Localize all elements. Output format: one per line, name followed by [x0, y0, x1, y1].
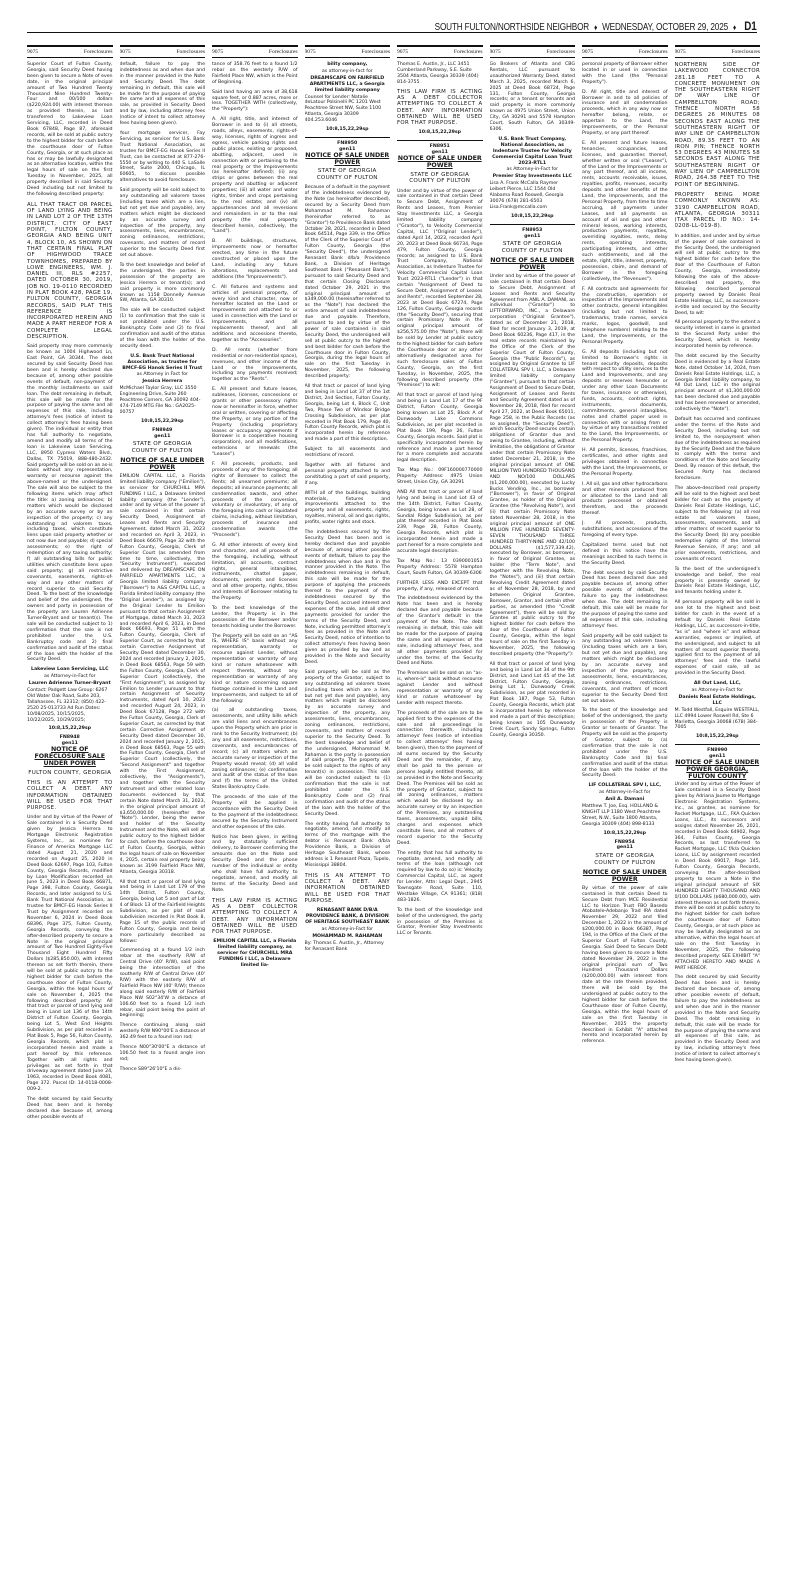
notice-paragraph: To the best of the knowledge and belief of the undersigned, the party in possession of the Property is Grantor or tenants of Grantor. The Property will be sold as the property of Grantor, subject to (a) confirmation that the sale is not prohibited under the U.S. Bankruptcy Code and (b) final confirmation and audit of the status of the loan with the holder of the Security Deed.: [582, 708, 668, 779]
legal-notice-column: [305, 45, 391, 1580]
notice-party-name: Daniels Real Estate Holdings, LLC: [678, 694, 756, 706]
notice-paragraph: FURTHER LESS AND EXCEPT that property, if any, released of record.: [397, 580, 483, 592]
notice-divider: [305, 137, 391, 138]
notice-paragraph: Under and by virtue of the Power of Sale contained in a Security Deed given by Adriana Jaume to Mortgage Electronic Registration Systems, Inc., as grantee, as nominee for Rocket Mortgage, LLC., FKA Quicken Loans, LLC., its successors and assigns dated November 26, 2021, recorded in Deed Book 64902, Page 364, Fulton County, Georgia Records, as last transferred to Rocket Mortgage, LLC f/k/a Quicken Loans, LLC by assignment recorded in Deed Book 69017, Page 145, Fulton County, Georgia Records, conveying the after-described property to secure a Note in the original principal amount of SIX HUNDRED EIGHTY THOUSAND AND 0/100 DOLLARS ($680,000.00), with interest thereon as set forth therein, there will be sold at public outcry to the highest bidder for cash before the courthouse door of Fulton County, Georgia, or at such place as may be lawfully designated as an alternative, within the legal hours of sale on the first Tuesday in November, 2025, the following described property: SEE EXHIBIT "A" ATTACHED HERETO AND MADE A PART HEREOF.: [674, 782, 760, 971]
column-header: [212, 45, 298, 58]
run-dates: 10:8,15,22,29sp: [603, 830, 647, 836]
notice-paragraph: The entity that has full authority to negotiate, amend, and modify all terms of the loan (although not required by law to do so) is: Velocity Commercial Capital, LLC, as agent for Lender, Attn: Legal Dept., 2945 Townsgate Road, Suite 110, Westlake Village, CA 91361; (818) 483-1826.: [397, 850, 483, 903]
notice-paragraph: The debt secured by said Security Deed has been declared due and payable because of, among other possible events of default, the failure to pay the indebtedness when due. The debt remaining in default, this sale will be made for the purpose of paying the same and all expenses of this sale, including attorneys' fees.: [582, 570, 668, 629]
notice-title: NOTICE OF SALE UNDER POWER: [120, 457, 205, 472]
classified-columns: [27, 45, 765, 1580]
notice-id: FN8950: [337, 140, 358, 146]
notice-paragraph: Said property will be sold as the property of the Grantor, subject to any outstanding ad valorem taxes (including taxes which are a lien, but not yet due and payable), any matters which might be disclosed by an accurate survey and inspection of the property, any assessments, liens, encumbrances, zoning ordinances, restrictions, covenants, and matters of record superior to the Security Deed. To the best knowledge and belief of the undersigned, Mohammad M. Rahaman is the party in possession of said property. The property will be sold subject to the rights of any tenant(s) in possession. This sale will be conducted subject to (1) confirmation that the sale is not prohibited under the U.S. Bankruptcy Code and (2) final confirmation and audit of the status of the loan with the holder of the Security Deed.: [304, 669, 390, 817]
legal-description: PROPERTY BEING MORE COMMONLY KNOWN AS: 3190 CAMPBELLTON ROAD, ATLANTA, GEORGIA 30311 (TAX PARCEL ID NO.: 14-0208-LL-019-8).: [674, 191, 760, 230]
notice-paragraph: Subject to all easements and restrictions of record.: [304, 447, 390, 459]
notice-paragraph: Under and by virtue of the Power of Sale contained in a Security Deed given by Jessica Herrera to Mortgage Electronic Registration Systems, Inc., as nominee for Finance of America Mortgage LLC dated August 21, 2020 and recorded on August 25, 2020 in Deed Book 62697, Page 103, Fulton County, Georgia Records, modified by Loan Modification recorded on June 5, 2023 in Deed Book 66871, Page 398, Fulton County, Georgia Records, and later assigned to U.S. Bank Trust National Association, as trustee for BMCF-EG Hanok Series II Trust by Assignment recorded on November 6, 2024 in Deed Book 68396, Page 375, Fulton County, Georgia Records, conveying the after-described property to secure a Note in the original principal amount of Two Hundred Eighty-Five Thousand Eight Hundred Fifty Dollars ($285,850.00), with interest thereon as set forth therein, there will be sold at public outcry to the highest bidder for cash before the courthouse door of Fulton County, Georgia, within the legal hours of sale on November 4, 2025 the following described property: All that tract or parcel of land lying and being in Land Lot 136 of the 14th District of Fulton County, Georgia, being Lot 5, West End Heights Subdivision, as per plat recorded in Plat Book 5, Page 56, Fulton County, Georgia Records, which plat is incorporated herein and made a part hereof by this reference. Together with all rights and privileges as set forth in that driveway agreement dated June 24, 1963, recorded in Deed Book 4081, Page 372. Parcel ID: 14-0118-0008-009-2.: [27, 815, 113, 1093]
column-header: [582, 45, 668, 58]
notice-line: as Attorney-in-Fact for: [43, 674, 96, 680]
notice-paragraph: The entity having full authority to negotiate, amend, and modify all terms of the mortgage with the debtor is Renasant Bank d/b/a Providence Bank, a Division of Heritage Southeast Bank, whose address is 1 Renasant Plaza, Tupelo, Mississippi 38804.: [304, 821, 390, 868]
notice-paragraph: E. All present and future leases, subleases, licenses, concessions or grants or other possessory rights now or hereinafter in force, whether oral or written, covering or affecting the Property, or any portion of the Property (including proprietary leases or occupancy agreements if Borrower is a cooperative housing corporation), and all modifications, extensions or renewals (the "Leases").: [212, 387, 298, 458]
publication-name: SOUTH FULTON/NORTHSIDE NEIGHBOR: [435, 22, 590, 33]
legal-notice-column: [582, 45, 668, 1580]
column-header: [305, 45, 391, 58]
publication-date: WEDNESDAY, OCTOBER 29, 2025: [602, 22, 729, 33]
notice-paragraph: D. All rents (whether from residential or non-residential space), revenues, and other income of the Land or the Improvements, including any payments received; together as the "Rents".: [212, 347, 298, 383]
notice-paragraph: Tax Map No.: 13 0390001053 Property Address: 5578 Hampton Court, South Fulton, GA 30349-6306: [397, 558, 483, 576]
notice-title: NOTICE OF FORECLOSURE SALE UNDER POWER: [34, 746, 105, 767]
legal-notice-column: [490, 45, 576, 1580]
notice-line: as Attorney in Fact for: [136, 372, 188, 378]
legal-description: ALL THAT TRACT OR PARCEL OF LAND LYING AND BEING IN LAND LOT 2 OF THE 13TH DISTRICT, CITY OF EAST POINT, FULTON COUNTY, GEORGIA AND BEING UNIT 4, BLOCK 10, AS SHOWN ON THAT CERTAIN FINAL PLAT OF HIGHWOOD TRACE TOWNHOMES, PREPARED BY LOWE ENGINEERS, WM. J. DANIEL III, RLS #2257, DATED OCTOBER 30, 2019, JOB NO. 19-0110 RECORDED IN PLAT BOOK 428, PAGE 19, FULTON COUNTY, GEORGIA RECORDS, SAID PLAT THIS REFERENCE IS INCORPORATED HEREIN AND MADE A PART HEREOF FOR A COMPLETE LEGAL DESCRIPTION.: [27, 201, 113, 341]
attorney-contact: Counsel for Lender: Natalie deLatour Polsinelli PC 1201 West Peachtree Street NW, Suite 1100 Atlanta, Georgia 30309 404.253.6046: [304, 94, 382, 124]
notice-paragraph: The debt secured by said Security Deed has been and is hereby declared due because of, among other possible events of: [27, 1097, 113, 1120]
notice-title: NOTICE OF SALE UNDER POWER: [490, 257, 575, 272]
notice-title: NOTICE OF SALE UNDER POWER: [397, 155, 482, 169]
notice-title: NOTICE OF SALE UNDER POWER: [582, 869, 667, 883]
notice-line: as attorney-in-fact for: [321, 68, 373, 74]
page-header: [435, 19, 757, 33]
notice-party-name: bility company,: [327, 62, 368, 67]
attorney-contact: M. Todd Westfall, Esquire WESTFALL, LLC 4994 Lower Roswell Rd, Ste 6 Marietta, Georgia 30068 (678) 384-7005: [674, 707, 760, 731]
notice-paragraph: Default has occurred and continues under the terms of the Note and Security Deed, including but not limited to, the nonpayment when due of the indebtedness as required by the Security Deed and the failure to comply with the terms and conditions of the Note and Security Deed. By reason of this default, the Secured Party has declared foreclosure.: [674, 417, 760, 482]
notice-line: as Attorney-in-Fact for: [691, 687, 744, 693]
diamond-separator-icon: ♦: [733, 23, 737, 32]
attorney-contact: By: Thomas E. Austin, Jr., Attorney for Renasant Bank: [304, 940, 384, 952]
notice-paragraph: Said property will be sold subject to any outstanding ad valorem taxes (including taxes which are a lien, but not yet due and payable), any matters which might be disclosed by an accurate survey and inspection of the property, any assessments, liens, encumbrances, zoning ordinances, restrictions, covenants, and matters of record superior to the Security Deed first set out above.: [582, 633, 668, 704]
notice-paragraph: A. All right, title, and interest of Borrower in and to (i) all streets, roads, alleys, easements, rights-of-way, licenses, rights of ingress and egress, vehicle parking rights and public places, existing or proposed, abutting, adjacent, used in connection with or pertaining to the real property or the Improvements (as hereinafter defined); (ii) any strips or gores between the real property and abutting or adjacent properties; (iii) all water and water rights, timber and crops pertaining to the real estate; and (iv) all appurtenances and all reversions and remainders in or to the real property (the real property described herein, collectively, the "Land").: [212, 117, 298, 235]
notice-paragraph: tance of 358.76 feet to a found 1/2 rebar on the westerly R/W of Fairfield Place NW, which is the Point of Beginning.: [212, 62, 298, 85]
attorney-contact: Matthew T. Joe, Esq. HOLLAND & KNIGHT LLP 1180 West Peachtree Street, N.W., Suite 1800 Atlanta, Georgia 30309 (404) 898-8133: [582, 804, 661, 827]
notice-paragraph: G. All deposits (including but not limited to Borrower's rights in tenant security deposits, deposits with respect to utility services to the Land and Improvements, and any deposits or reserves hereunder or under any other Loan Documents for taxes, insurance or otherwise), funds, accounts, contract rights, instruments, documents, commitments, general intangibles, notes and chattel paper used in connection with or arising from or by virtue of any transactions related to the Land, the Improvements, or the Personal Property.: [582, 349, 668, 444]
category-label: Foreclosures: [268, 49, 298, 55]
category-label: Foreclosures: [731, 49, 760, 55]
notice-paragraph: Together with all fixtures and personal property attached to and constituting a part of said property, if any.: [304, 462, 390, 486]
notice-party-name: Lakeview Loan Servicing, LLC: [30, 667, 109, 673]
notice-paragraph: By virtue of the power of sale contained in that certain Deed to Secure Debt from MCE Residential LLC to Horizon Trust FBO Basedo Atobatele-Adebanjo Trad IRA dated November 29, 2022 and filed December 1, 2022 in the amount of $200,000.00 in Book 66387, Page 194, in the Office of the Clerk of the Superior Court of Fulton County, Georgia. Said Deed to Secure Debt having been given to secure a Note dated November 29, 2022 in the original principal sum of Two Hundred Thousand Dollars ($200,000.00) with interest from date at the rate therein provided, there will be sold by the undersigned at public outcry to the highest bidder for cash before the Courthouse door of Fulton County, Georgia, within the legal hours of sale on the first Tuesday in November, 2025 the property described in Exhibit "A" attached hereto and incorporated herein by reference.: [582, 885, 668, 1045]
page-number: D1: [744, 19, 757, 33]
notice-jurisdiction: STATE OF GEORGIA COUNTY OF FULTON: [409, 171, 471, 185]
column-header: [397, 45, 483, 58]
notice-party-name: Premier Stay Investments LLC: [492, 174, 572, 180]
category-code: 9075: [674, 49, 686, 55]
notice-paragraph: H. All permits, licenses, franchises, certificates, and other rights and privileges obtained in connection with the Land, the Improvements, or the Personal Property.: [582, 448, 668, 477]
attorney-contact: McMichael Taylor Gray, LLC 3550 Engineering Drive, Suite 260 Peachtree Corners, GA 30092 404-474-7149 MTG File No.: GA2025-00757: [119, 386, 201, 415]
notice-paragraph: F. All proceeds, products, and proceeds of any of the foregoing; all rights of Borrower to collect the Rents; all unearned premiums; all deposits; all insurance payments; all condemnation awards, and other proceeds of the conversion, voluntary or involuntary, of any of the foregoing into cash or liquidated claims, including, without limitation, proceeds of insurance and condemnation awards (the "Proceeds").: [212, 462, 298, 538]
column-header: [675, 45, 761, 58]
notice-party-name: LIF COLLATERAL SPV I, LLC,: [588, 783, 662, 789]
notice-paragraph: (a) all outstanding taxes, assessments, and utility bills which are valid liens and encumbrances upon the Property which are prior in rank to the Security Instrument; (b) any and all easements, restrictions, covenants, and encumbrances of record; (c) all matters which an accurate survey or inspection of the Property would reveal; (d) all valid zoning ordinances; (e) confirmation and audit of the status of the loan and (f) the terms of the United States Bankruptcy Code.: [212, 708, 298, 791]
notice-paragraph: Thence continuing along said westerly R/W N90°00'E a distance of 362.49 feet to a found iron rod;: [119, 1023, 205, 1041]
notice-jurisdiction: STATE OF GEORGIA COUNTY OF FULTON: [501, 241, 563, 254]
notice-paragraph: The sale will be conducted subject (1) to confirmation that the sale is not prohibited under the U.S. Bankruptcy Code and (2) to final confirmation and audit of the status of the loan with the holder of the security deed.: [119, 308, 205, 349]
category-label: Foreclosures: [83, 49, 113, 55]
notice-paragraph: Thence N00°30'00"E a distance of 106.50 feet to a found angle iron rod;: [119, 1045, 205, 1062]
category-code: 9075: [582, 49, 594, 55]
notice-id: gen11: [339, 146, 356, 152]
notice-paragraph: Tax Map No.: 09F160000770000 Property Address: 4975 Union Street, Union City, GA 30291: [397, 468, 483, 486]
notice-paragraph: Under and by virtue of the power of sale contained in that certain Deed to Secure Debt, Assignment of Leases and Rents and Security Agreement from ANIL A. DAMANI, an individual ("Grantor") to LIFTFORWARD, INC., a Delaware corporation ("Original Grantee"), dated as of December 21, 2018, filed for record January 3, 2019, at Deed Book 60236, Page 417, in the real estate records maintained by the Office of the Clerk of the Superior Court of Fulton County, Georgia (the "Public Records"), as assigned by Original Grantee to LIF COLLATERAL SPV I, LLC, a Delaware limited liability company ("Grantee"), pursuant to that certain Assignment of Deed to Secure Debt, Assignment of Leases and Rents and Security Agreement dated as of November 28, 2018, filed for record April 27, 2022, at Deed Book 65011, Page 258, in the Public Records (as so assigned, the "Security Deed"), which Security Deed secures certain obligations of Grantor due and owing to Grantee, including, without limitation, the obligations of Grantor under that certain Promissory Note dated December 21, 2018, in the original principal amount of ONE MILLION TWO HUNDRED THOUSAND AND NO/100 DOLLARS ($1,200,000.00), executed by Lucky Bucks Vending, Inc., as borrower ("Borrower"), in favor of Original Grantee, as holder of the Original Grantee (the "Revolving Note"), and (ii) that certain Promissory Note dated November 28, 2018, in the original principal amount of ONE MILLION FIVE HUNDRED SEVENTY-SEVEN THOUSAND THREE HUNDRED THIRTY-NINE AND 42/100 DOLLARS ($1,577,339.42), executed by Borrower, as borrower, in favor of Original Grantee, as holder (the "Term Note", and together with the Revolving Note, the "Notes"), and (iii) that certain Revolving Credit Agreement dated as of November 28, 2018, by and between Original Grantee, Borrower, Grantor, and certain other parties, as amended (the "Credit Agreement"), there will be sold by Grantee at public outcry to the highest bidder for cash before the door of the Courthouse of Fulton County, Georgia, within the legal hours of sale on the first Tuesday in November, 2025, the following described property (the "Property"):: [489, 273, 575, 657]
attorney-contact: Lisa A. Frank McCalla Raymer Leibert Pierce, LLC 1544 Old Alabama Road Roswell, Georgia 30076 (678) 281-6503 Lisa.Frank@mccalla.com: [489, 181, 564, 210]
notice-paragraph: I. All oil, gas and other hydrocarbons and other minerals produced from or allocated to the Land and all products processed or obtained therefrom, and the proceeds thereof.: [582, 481, 668, 517]
notice-paragraph: C. All fixtures and systems and articles of personal property, of every kind and character, now or hereafter located on the Land or Improvements and attached to or used in connection with the Land or Improvements, and all replacements thereof, and all additions and accessions thereto, together as the "Accessories".: [212, 284, 298, 343]
notice-party-name: RENASANT BANK D/B/A PROVIDENCE BANK, A DIVISION OF HERITAGE SOUTHEAST BANK: [305, 908, 390, 926]
notice-paragraph: In addition, and under and by virtue of the power of sale contained in the Security Deed, the undersigned will sell at public outcry to the highest bidder for cash before the door of the Courthouse of Fulton County, Georgia, immediately following the sale of the above-described real property, the following described personal property owned by Daniels Real Estate Holdings, LLC, as successors-in-title and secured by the Security Deed, to wit:: [674, 233, 760, 316]
notice-paragraph: All that tract or parcel of land lying and being in Land Lot 34 of the 9th District, and Land Lot 45 of the 1st District, Fulton County, Georgia, being Lot 1, Dunwoody Creek Subdivision, as per plat recorded in Plat Book 187, Page 53, Fulton County, Georgia Records, which plat is incorporated herein by reference and made a part of this description; being known as 105 Dunwoody Creek Court, Sandy Springs, Fulton County, Georgia 30350.: [489, 661, 575, 738]
notice-id: FN8954: [614, 839, 635, 845]
notice-paragraph: The debt secured by the Security Deed is evidenced by a Real Estate Note, dated October 14, 2024, from Daniels Real Estate Holdings, LLC, a Georgia limited liability company, to All Out Land, LLC in the original principal amount of $1,300,000.00 has been declared due and payable and has been renewed or amended, collectively the "Note").: [674, 353, 760, 413]
notice-paragraph: The above-described real property will be sold to the highest and best bidder for cash as the property of Daniels Real Estate Holdings, LLC, subject to the following: (a) all real estate ad valorem taxes, assessments, easements, and all other matters of record superior to the Security Deed; (b) any possible redemptive rights of the Internal Revenue Service, if any; and all prior easements, restrictions, and covenants of record.: [674, 485, 760, 562]
notice-paragraph: J. All proceeds, products, substitutions, and accessions of the foregoing of every type.: [582, 521, 668, 538]
notice-id: FN8949: [152, 427, 173, 433]
attorney-contact: Thomas E. Austin, Jr., LLC 3451 Cumberland Parkway, S.E. Suite 3504 Atlanta, Georgia 30339 (404) 814-3755: [397, 62, 479, 85]
notice-id: FN8951: [429, 144, 450, 150]
notice-paragraph: Said land having an area of 38,618 square feet, or 0.887 acres, more or less. TOGETHER WITH (collectively, the "Property"):: [212, 89, 298, 113]
notice-paragraph: E. All present and future leases, tenancies, occupancies, and licenses, and guaranties thereof, whether written or oral ("Leases"), of the Land or the Improvements or any part thereof, and all income, rents, accounts receivable, issues, royalties, profits, revenues, security deposits and other benefits of the Land, the Improvements, and the Personal Property, from time to time accruing, all payments under Leases, and all payments on account of oil and gas and other mineral leases, working interests, production payments, royalties, overriding royalties, rents, delay rents, operating interests, participating interests, and other such entitlements, and all the estate, right, title, interest, property, possession, claim, and demand of Borrower in the foregoing (collectively, the "Revenues").: [582, 140, 668, 282]
notice-paragraph: The Property will be sold on an "AS IS, WHERE IS" basis without any representation, warranty or recourse against Lender, without representation or warranty of any kind or nature whatsoever with respect thereto, without any representation or warranty of any kind or nature concerning square footage contained in the Land and Improvements, and subject to all of the following:: [212, 633, 298, 704]
notice-id: gen11: [524, 233, 541, 239]
notice-paragraph: Your mortgage servicer, Fay Servicing, as servicer for U.S. Bank Trust National Association, as trustee for BMCF-EG Hanok Series II Trust, can be contacted at 877-276-5550 or by writing to 440 S. LaSalle Street, Suite 2000, Chicago, IL 60605, to discuss possible alternatives to avoid foreclosure.: [119, 130, 205, 184]
notice-divider: [490, 224, 576, 225]
notice-line: as Attorney-in-Fact for: [506, 167, 559, 173]
category-code: 9075: [397, 49, 409, 55]
notice-paragraph: Said property may more commonly be known as 1004 Highwood Ln, East Point, GA 30344. The debt secured by said Security Deed has been and is hereby declared due because of, among other possible events of default, non-payment of the monthly installments on said loan. The debt remaining in default, this sale will be made for the purpose of paying the same and all expenses of this sale, including attorney's fees (notice of intent to collect attorney's fees having been given). The individual or entity that has full authority to negotiate, amend and modify all terms of the loan is Lakeview Loan Servicing, LLC, 8950 Cypress Waters Blvd., Dallas, TX 75019, 888-480-2432. Said property will be sold on an as-is basis without any representation, warranty or recourse against the above-named or the undersigned. The sale will also be subject to the following items which may affect the title: a) zoning ordinances; b) matters which would be disclosed by an accurate survey or by an inspection of the property; c) any outstanding ad valorem taxes, including taxes, which constitute liens upon said property whether or not now due and payable; d) special assessments; e) the right of redemption of any taxing authority; f) all outstanding bills for public utilities which constitute liens upon said property; g) all restrictive covenants, easements, rights-of-way and any other matters of record superior to said Security Deed. To the best of the knowledge and belief of the undersigned, the owners and party in possession of the property are Lauren Adrienne Turner-Bryant and or tenant(s). The sale will be conducted subject to 1) confirmation that the sale is not prohibited under the U.S. Bankruptcy code and 2) final confirmation and audit of the status of the loan with the holder of the Security Deed.: [27, 344, 113, 663]
notice-paragraph: The debt secured by said Security Deed has been and is hereby declared due because of, among other possible events of default, failure to pay the indebtedness as and when due and in the manner provided in the Note and Security Deed. The debt remaining in default, this sale will be made for the purpose of paying the same and all expenses of this sale, as provided in the Security Deed and by law, including attorney's fees (notice of intent to collect attorney's fees having been given).: [674, 975, 760, 1064]
category-code: 9075: [27, 49, 39, 55]
notice-id: FN8953: [522, 227, 543, 233]
column-header: [490, 45, 576, 58]
category-label: Foreclosures: [176, 49, 205, 55]
notice-party-name: Anil A. Damani: [605, 797, 645, 803]
legal-notice-column: [120, 45, 206, 1580]
notice-id: gen11: [431, 150, 448, 156]
notice-party-name: All Out Land, LLC,: [693, 681, 741, 687]
notice-paragraph: Under and by virtue of the power of sale contained in that certain Deed to Secure Debt, Assignment of Rents and Leases, from Premier Stay Investments LLC, a Georgia limited liability company ("Grantor"), to Velocity Commercial Capital, LLC ("Original Lender"), dated April 14, 2023, recorded April 20, 2023 at Deed Book 66734, Page 479, Fulton County, Georgia records; as assigned to U.S. Bank Trust Company, National Association, as Indenture Trustee for Velocity Commercial Capital Loan Trust 2023-RTL1 ("Lender") in that certain "Assignment of Deed to Secure Debt, Assignment of Leases and Rents", recorded September 28, 2023 at Deed Book 67274, Page 126, Fulton County, Georgia records (the "Security Deed"), securing that certain Promissory Note in the original principal amount of $256,575.00 (the "Note"), there will be sold by Lender at public outcry to the highest bidder for cash before the Courthouse door or any other alternatively designated area for such foreclosure sales of Fulton County, Georgia, on the first Tuesday, in November, 2025, the following described property (the "Premises") to wit:: [397, 188, 483, 389]
notice-jurisdiction: STATE OF GEORGIA COUNTY OF FULTON: [594, 853, 656, 866]
legal-notice-column: [212, 45, 298, 1580]
notice-title: NOTICE OF SALE UNDER POWER GEORGIA, FULTON COUNTY: [675, 759, 760, 780]
notice-paragraph: All that tract or parcel of land lying and being in Land Lot 37 of the 1st District, 2nd Section, Fulton County, Georgia, being Lot 4, Block C, Unit Two, Phase Two of Windsor Bridge Crossing Subdivision, as per plat recorded in Plat Book 179, Page 40, Fulton County Records, which plat is incorporated herein by reference and made a part of this description.: [304, 384, 390, 443]
category-label: Foreclosures: [361, 49, 390, 55]
column-header: [120, 45, 206, 58]
notice-title: NOTICE OF SALE UNDER POWER: [305, 151, 390, 166]
notice-paragraph: default, failure to pay the indebtedness as and when due and in the manner provided in the Note and Security Deed. The debt remaining in default, this sale will be made for the purpose of paying the same and all expenses of this sale, as provided in Security Deed and by law, including attorney fees (notice of intent to collect attorney fees having been given).: [119, 62, 205, 127]
category-code: 9075: [119, 49, 131, 55]
category-code: 9075: [489, 49, 501, 55]
notice-party-name: U.S. Bank Trust National Association, as trustee for BMCF-EG Hanok Series II Trust: [122, 353, 203, 371]
attorney-contact: Contact: Padgett Law Group: 6267 Old Water Oak Road, Suite 203, Tallahassee, FL 32312; (850) 422-2520 25-013733 Ad Run Dates: 10/08/2025, 10/15/2025, 10/22/2025, 10/29/2025;: [27, 688, 108, 723]
header-rule: [27, 32, 757, 33]
category-code: 9075: [304, 49, 316, 55]
notice-id: gen11: [616, 845, 633, 851]
notice-paragraph: G. All other interests of every kind and character, and all proceeds of the foregoing, including, without limitation, all accounts, contract rights, general intangibles, instruments, chattel paper, documents, permits and licenses and all other property, rights, titles and interests of Borrower relating to the Property.: [212, 542, 298, 602]
notice-paragraph: To the best of the undersigned's knowledge and belief, the real property is presently owned by Daniels Real Estate Holdings, LLC, and tenants holding under it.: [674, 566, 760, 596]
notice-paragraph: Notice has been given, in writing and by statutorily sufficient delivery, to Borrower confirming the amounts due on the Note and Security Deed and the phone number of the individual or entity who shall have full authority to negotiate, amend, and modify all terms of the Security Deed and Note.: [212, 834, 298, 893]
legal-description: THIS LAW FIRM IS ACTING AS A DEBT COLLECTOR ATTEMPTING TO COLLECT A DEBT. ANY INFORMATION OBTAINED WILL BE USED FOR THAT PURPOSE.: [397, 88, 483, 127]
notice-paragraph: The Premises will be sold on an "as-is, where-is" basis without recourse against Lender and without representation or warranty of any kind or nature whatsoever by Lender with respect thereto.: [397, 671, 483, 706]
notice-party-name: U.S. Bank Trust Company, National Association, as Indenture Trustee for Velocity Commercial Capital Loan Trust 2023-RTL1: [492, 136, 573, 166]
notice-paragraph: The indebtedness secured by the Security Deed has been and is hereby declared due and payable because of, among other possible events of default, failure to pay the indebtedness when due and in the manner provided in the Note. The indebtedness remaining in default, this sale will be made for the purpose of applying the proceeds thereof to the payment of the indebtedness secured by the Security Deed, accrued interest and expenses of the sale, and all other payments provided for under the terms of the Security Deed, and Note, including permitted attorney's fees as provided in the Note and Security Deed, notice of intention to collect attorney's fees having been given as provided by law and as provided in the Note and Security Deed.: [304, 530, 390, 665]
category-label: Foreclosures: [453, 49, 483, 55]
notice-party-name: Lauren Adrienne Turner-Bryant: [28, 681, 111, 687]
legal-description: THIS IS AN ATTEMPT TO COLLECT A DEBT. ANY INFORMATION OBTAINED WILL BE USED FOR THAT PURPOSE.: [304, 872, 390, 904]
notice-paragraph: The indebtedness evidenced by the Note has been and is hereby declared due and payable because of the Grantor's default in the payment of the Note. The debt remaining in default, this sale will be made for the purpose of paying the same and all expenses of the sale, including attorneys' fees, and all other payments provided for under the terms of the Security Deed and Note.: [397, 596, 483, 667]
notice-paragraph: Capitalized terms used but not defined in this notice have the meanings ascribed to such terms in the Security Deed.: [582, 542, 668, 566]
notice-paragraph: To the best knowledge of the Lender, the Property is in the possession of the Borrower and/or tenants holding under the Borrower.: [212, 605, 298, 629]
notice-line: as Attorney-in-Fact for: [598, 790, 651, 796]
notice-paragraph: personal property of Borrower either located in or used in connection with the Land (the "Personal Property").: [582, 62, 668, 85]
notice-paragraph: Thence S89°26'10"E a dis-: [119, 1066, 182, 1072]
notice-jurisdiction: STATE OF GEORGIA COUNTY OF FULTON: [316, 168, 378, 181]
notice-id: gen11: [61, 741, 78, 747]
notice-paragraph: All personal property will be sold in one lot to the highest and best bidder for cash in the event of a default by Daniels Real Estate Holdings, LLC, as successors-in-title, "as is" and "where is" and without warranties, express or implied, of the undersigned, and subject to all matters of record superior thereto, applied first to the payment of all attorneys' fees and the lawful expenses of said sale, all as provided in the Security Deed.: [674, 600, 760, 677]
legal-notice-column: [397, 45, 483, 1580]
notice-divider: [675, 744, 761, 745]
notice-paragraph: B. All buildings, structures, improvements now or hereafter erected, any time in the future constructed or placed upon the Land, including any future alterations, replacements and additions (the "Improvements").: [212, 239, 298, 280]
notice-party-name: MOHAMMAD M. RAHAMAN: [312, 933, 383, 939]
notice-id: FN8990: [707, 748, 728, 754]
notice-paragraph: EMILION CAPITAL LLC, a Florida limited liability company ("Emilion"), as servicer for CHURCHILL MRA FUNDING I LLC, a Delaware limited liability company (the "Lender"), under and by virtue of the power of sale contained in that certain Security Deed, Assignment of Leases and Rents and Security Agreement, dated March 31, 2023 and recorded on April 3, 2023, in Deed Book 66679, Page 32 with the Fulton County, Georgia, Clerk of Superior Court (as amended from time to time, collectively, the "Security Instrument"), executed and delivered by DREAMSCAPE ON FAIRFIELD APARTMENTS LLC, a Georgia limited liability company ("Borrower") to A&S CAPITAL LLC, a Florida limited liability company (the "Original Lender"), as assigned by the Original Lender to Emilion pursuant to that certain Assignment of Mortgage, dated March 31, 2023 and recorded April 6, 2023, in Deed Book 66693, Page 51 with the Fulton County, Georgia, Clerk of Superior Court, as corrected by that certain Corrective Assignment of Security Deed dated December 30, 2024 and recorded January 2, 2025, in Deed Book 68563, Page 59 with the Fulton County, Georgia, Clerk of Superior Court (collectively, the "First Assignment"), as assigned by Emilion to Lender pursuant to that certain Assignment of Security Instruments, dated April 10, 2023 and recorded August 24, 2023, in Deed Book 67128, Page 272 with the Fulton County, Georgia, Clerk of Superior Court, as corrected by that certain Corrective Assignment of Security Deed dated December 30, 2024 and recorded January 2, 2025, in Deed Book 68563, Page 55 with the Fulton County, Georgia, Clerk of Superior Court (collectively, the "Second Assignment" and together with the First Assignment, collectively, the "Assignments"), and together with the Security Instrument and other related loan documents evidenced by that certain Note dated March 31, 2023, in the original principal amount of $3,650,000.00 (hereinafter the "Note"). Lender, being the owner and holder of the Security Instrument and the Note, will sell at public outcry to the highest bidder for cash, before the courthouse door of Fulton County, Georgia, within the legal hours of sale on November 4, 2025, certain real property being known as 3199 Fairfield Place NW, Atlanta, Georgia 30318.: [119, 473, 205, 875]
notice-paragraph: AND All that tract or parcel of land lying and being in Land Lot 43 of the 14th District, Fulton County, Georgia, being known as Lot 28, of Sundial Ridge Subdivision, as per plat thereof recorded in Plat Book 239, Page 28, Fulton County, Georgia Records, which plat is incorporated herein and made a part hereof for a more complete and accurate legal description.: [397, 489, 483, 554]
notice-party-name: EMILION CAPITAL LLC, a Florida limited liability company, as servicer for CHURCHILL MRA FUNDING I LLC, a Delaware limited lia-: [213, 939, 297, 969]
notice-line: as Attorney-in-Fact for: [321, 926, 374, 932]
notice-paragraph: The proceeds of the sale of the Property will be applied in accordance with the Security Deed to the payment of the indebtedness secured by the Security Instrument and other expenses of the sale.: [212, 795, 298, 830]
run-dates: 10:8,15,22,29sp: [510, 213, 554, 219]
notice-paragraph: All that tract or parcel of land lying and being in Land Lot 179 of the 14th District, Fulton County, Georgia, being Lot 5 and part of Lot 4 of Block 13 of the Fairfield Heights Subdivision, as per plat of said subdivision recorded in Plat Book 8, Page 15 of the public records of Fulton County, Georgia and being more particularly described as follows:: [119, 879, 205, 944]
notice-paragraph: All personal property to the extent a security interest in same is granted to the Secured Party under the Security Deed, which is hereby incorporated herein by reference.: [674, 320, 760, 350]
run-dates: 10:8,15,22,29sp: [695, 734, 739, 740]
notice-jurisdiction: STATE OF GEORGIA COUNTY OF FULTON: [131, 441, 193, 454]
notice-party-name: DREAMSCAPE ON FAIRFIELD APARTMENTS LLC, a Georgia limited liability company: [309, 75, 385, 93]
category-code: 9075: [212, 49, 224, 55]
notice-paragraph: Superior Court of Fulton County, Georgia, said Security Deed having been given to secure a Note of even date, in the original principal amount of Two Hundred Twenty Thousand Nine Hundred Twenty-Four and 00/100 dollars ($220,924.00) with interest thereon as provided therein, as last transferred to Lakeview Loan Servicing, LLC, recorded in Deed Book 67848, Page 87, aforesaid records, will be sold at public outcry to the highest bidder for cash before the courthouse door of Fulton County, Georgia, or at such place as has or may be lawfully designated as an alternative location, within the legal hours of sale on the first Tuesday in November, 2025, all property described in said Security Deed including but not limited to the following described property:: [27, 62, 113, 197]
run-dates: 10:8,15,22,29sp: [325, 127, 369, 133]
notice-jurisdiction: FULTON COUNTY, GEORGIA: [28, 769, 112, 776]
category-label: Foreclosures: [546, 49, 575, 55]
legal-description: THIS IS AN ATTEMPT TO COLLECT A DEBT. ANY INFORMATION OBTAINED WILL BE USED FOR THAT PURPOSE.: [27, 779, 113, 812]
notice-paragraph: All that tract or parcel of land lying and being in Land Lot 17 of the 9F District, Fulton County, Georgia being known as Lot 25, Block A of Dunwoody Lake Commons Subdivision, as per plat recorded in Plat Book 199, Page 26, Fulton County, Georgia records. Said plat is specifically incorporated herein by reference and made a part hereof for a more complete and accurate legal description.: [397, 393, 483, 464]
run-dates: 10:8,15,22,29sp: [140, 418, 184, 424]
notice-party-name: Jessica Herrera: [142, 379, 183, 385]
notice-paragraph: F. All contracts and agreements for the construction, operation or inspection of the Improvements and other contracts, general intangibles (including but not limited to trademarks, trade names, service marks, logos, goodwill, and telephone numbers) relating to the Land, the Improvements, or the Personal Property.: [582, 286, 668, 345]
notice-id: gen11: [709, 754, 726, 760]
run-dates: 10:8,15,22,29sp: [48, 726, 92, 732]
notice-paragraph: Go Brokers of Atlanta and CBG Rentals, LLC pursuant to unauthorized Warranty Deed, dated March 3, 2025, recorded March 6, 2025 at Deed Book 68724, Page 131, Fulton County, Georgia records; or a tenant or tenants and said property is more commonly known as 4975 Union Street, Union City, GA 30291 and 5578 Hampton Court, South Fulton, GA 30349-6306.: [489, 62, 575, 132]
category-label: Foreclosures: [638, 49, 668, 55]
notice-paragraph: To the best knowledge and belief of the undersigned, the parties in possession of the property are Jessica Herrera or tenant(s); and said property is more commonly known as 1158 Donnelly Avenue SW, Atlanta, GA 30310.: [119, 263, 205, 304]
notice-paragraph: To the best of the knowledge and belief of the undersigned, the party in possession of the Premises is Grantor, Premier Stay Investments LLC or Tenants.: [397, 907, 483, 937]
notice-paragraph: Said property will be sold subject to any outstanding ad valorem taxes (including taxes which are a lien, but not yet due and payable), any matters which might be disclosed by an accurate survey and inspection of the property, any assessments, liens, encumbrances, zoning ordinances, restrictions, covenants, and matters of record superior to the Security Deed first set out above.: [119, 188, 205, 259]
run-dates: 10:8,15,22,29sp: [418, 130, 462, 136]
legal-description: THIS LAW FIRM IS ACTING AS A DEBT COLLECTOR ATTEMPTING TO COLLECT A DEBT. ANY INFORMATION OBTAINED WILL BE USED FOR THAT PURPOSE.: [212, 897, 298, 936]
legal-notice-column: [675, 45, 761, 1580]
notice-id: gen11: [154, 433, 171, 439]
diamond-separator-icon: ♦: [594, 23, 598, 32]
legal-description: NORTHERN SIDE OF LAKEWOOD CONNECTOR 281.18 FEET TO A CONCRETE MONUMENT ON THE SOUTHEASTERN RIGHT OF WAY LINE OF CAMPBELLTON ROAD; THENCE NORTH 58 DEGREES 26 MINUTES 08 SECONDS EAST ALONG THE SOUTHEASTERN RIGHT OF WAY LINE OF CAMPBELLTON ROAD, 89.35 FEET TO AN IRON PIN; THENCE NORTH 53 DEGREES 43 MINUTES 58 SECONDS EAST ALONG THE SOUTHEASTERN RIGHT OF WAY LIEN OF CAMPBELLTON ROAD, 264.38 FEET TO THE POINT OF BEGINNING.: [674, 62, 760, 188]
column-header: [27, 45, 113, 58]
notice-paragraph: The proceeds of the sale are to be applied first to the expenses of the sale and all proceedings in connection therewith, including attorneys' fees (notice of intention to collect attorneys' fees having been given), then to the payment of all sums secured by the Security Deed and the remainder, if any, shall be paid to the person or persons legally entitled thereto, all as provided in the Note and Security Deed. The Premises will be sold as the property of Grantor, subject to all zoning ordinances, matters which would be disclosed by an accurate survey or by an inspection of the Premises, any outstanding taxes, assessments, unpaid bills, charges and expenses which constitute liens, and all matters of record superior to the Security Deed.: [397, 710, 483, 846]
notice-paragraph: WITH all of the buildings, building materials, fixtures and improvements attached to the property and all easements, rights, royalties, mineral, oil and gas rights, profits, water rights and stock.: [304, 490, 390, 526]
legal-notice-column: [27, 45, 113, 1580]
notice-paragraph: Commencing at a found 1/2 inch rebar at the southerly R/W of Central Drive (40' R/W), said point being the intersection of the southerly R/W of Central Drive (40' R/W) with the easterly R/W of Fairfield Place NW (40' R/W); thence along said easterly R/W of Fairfield Place NW S02°34'W a distance of 106.60 feet to a found 1/2 inch rebar, said point being the point of beginning;: [119, 948, 205, 1019]
notice-paragraph: Because of a default in the payment of the indebtedness evidenced by the Note (as hereinafter described), secured by a Security Deed from Mohammad M. Rahaman (hereinafter referred to as "Grantor") to Providence Bank dated October 28, 2021, recorded in Deed Book 64514, Page 339, in the Office of the Clerk of the Superior Court of Fulton County, Georgia (the "Security Deed"), the undersigned Renasant Bank d/b/a Providence Bank, a Division of Heritage Southeast Bank ("Renasant Bank"), pursuant to said Security Deed and that certain Closing Disclosure dated October 29, 2021 in the original principal amount of $349,000.00 (hereinafter referred to as the "Note") has declared the entire amount of said indebtedness due and payable. Therefore, pursuant to and by virtue of the power of sale contained in said Security Deed, the undersigned will sell at public outcry to the highest and best bidder for cash before the Courthouse door in Fulton County, Georgia, during the legal hours of sale on the first Tuesday in November, 2025, the following described property:: [304, 185, 390, 380]
notice-id: FN8948: [59, 735, 80, 741]
notice-paragraph: D. All right, title and interest of Borrower in and to all policies of insurance and all condemnation proceeds, which in any way now or hereafter belong, relate, or appertain to the Land, the Improvements, or the Personal Property, or any part thereof.: [582, 89, 668, 136]
notice-divider: [397, 140, 483, 141]
